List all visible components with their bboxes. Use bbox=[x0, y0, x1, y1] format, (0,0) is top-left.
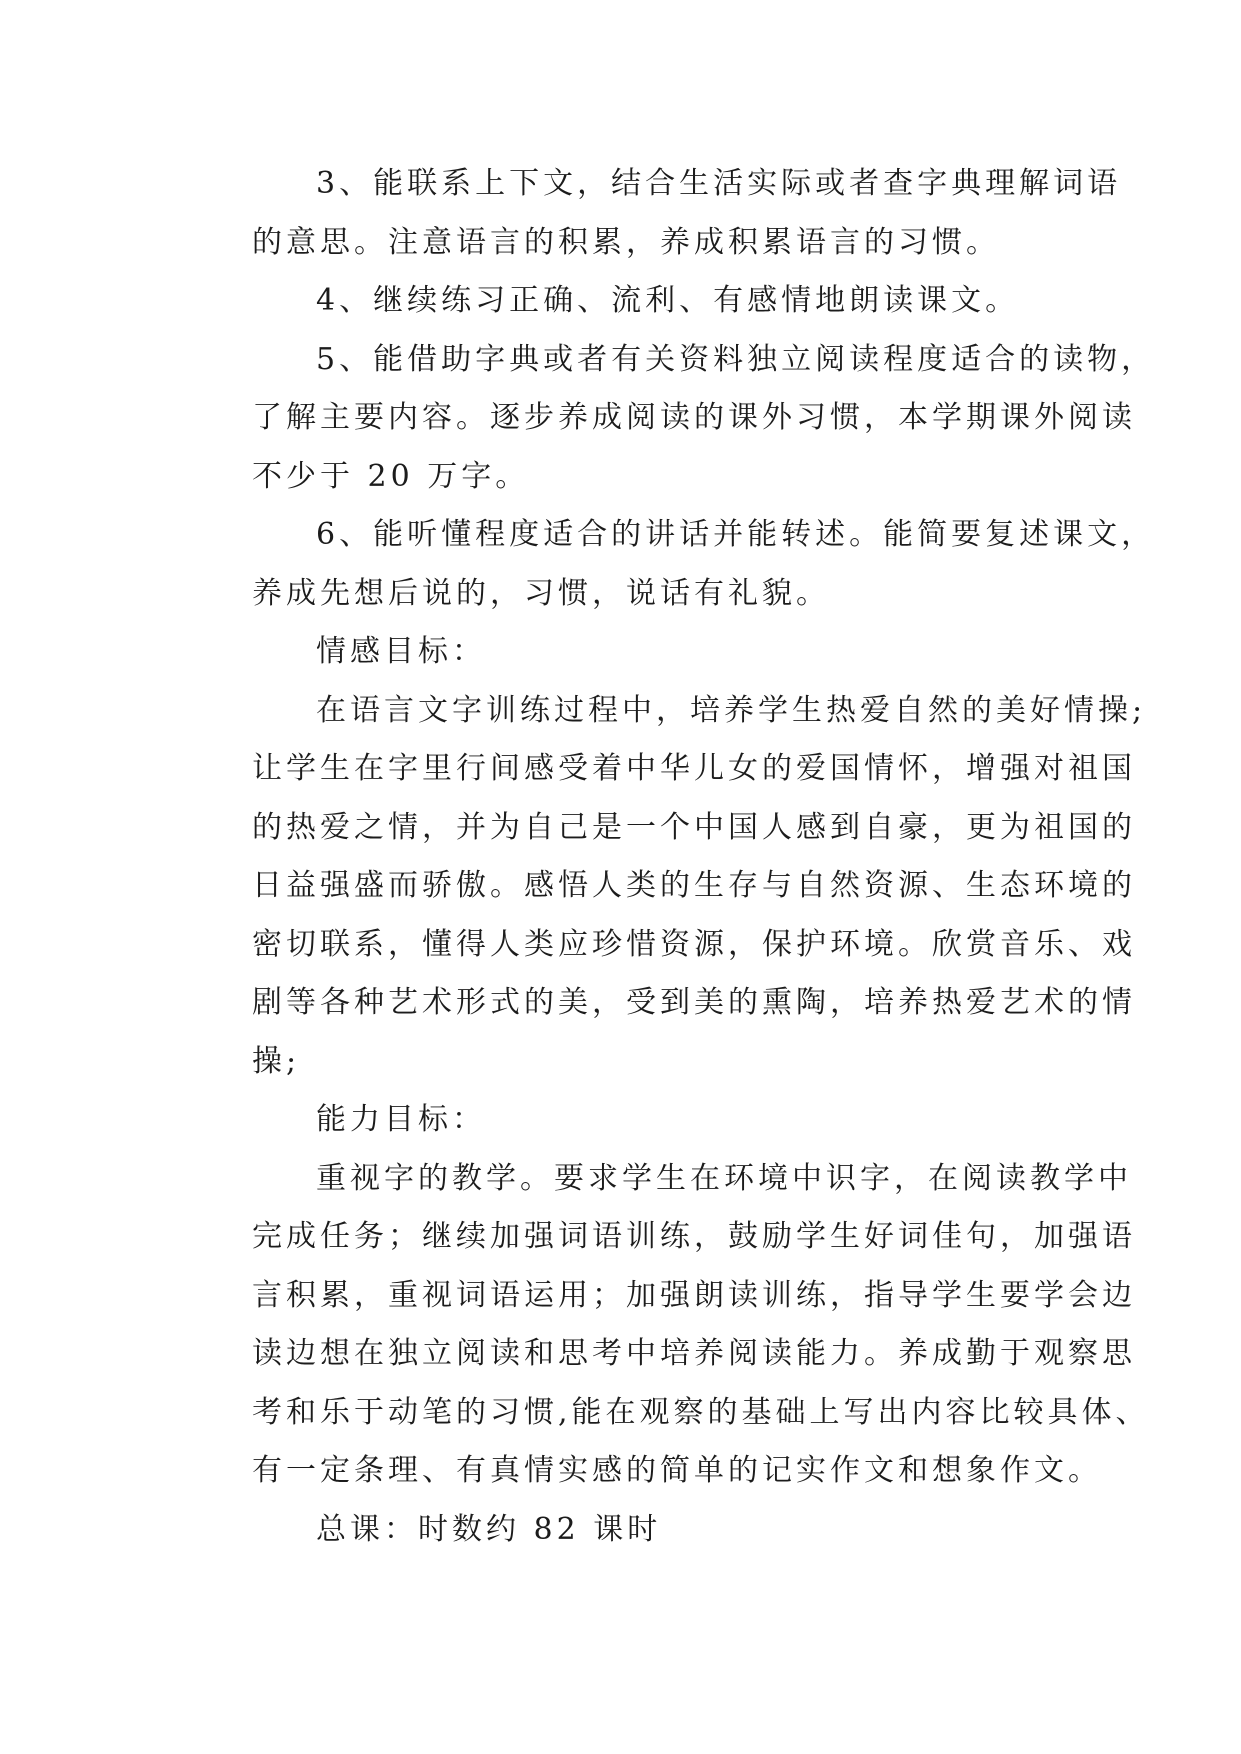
text-line: 不少于 20 万字。 bbox=[252, 458, 530, 494]
text-line: 3、能联系上下文，结合生活实际或者查字典理解词语 bbox=[316, 166, 1122, 201]
text-line: 的热爱之情，并为自己是一个中国人感到自豪，更为祖国的 bbox=[252, 809, 1136, 845]
paragraph-item-6 bbox=[188, 506, 1156, 623]
text-line: 养成先想后说的，习惯，说话有礼貌。 bbox=[252, 575, 830, 611]
text-line: 5、能借助字典或者有关资料独立阅读程度适合的读物， bbox=[316, 341, 1156, 377]
text-line: 在语言文字训练过程中，培养学生热爱自然的美好情操; bbox=[316, 692, 1147, 728]
paragraph-total-hours bbox=[188, 1501, 1058, 1560]
paragraph-item-3 bbox=[188, 155, 1122, 272]
text-line: 言积累，重视词语运用；加强朗读训练，指导学生要学会边 bbox=[252, 1277, 1136, 1313]
text-line: 总课：时数约 82 课时 bbox=[316, 1511, 662, 1547]
section-heading-ability-goals bbox=[188, 1091, 1058, 1150]
heading-text: 能力目标： bbox=[316, 1102, 486, 1137]
document-body bbox=[188, 155, 1156, 1559]
text-line: 的意思。注意语言的积累，养成积累语言的习惯。 bbox=[252, 224, 1000, 260]
text-line: 有一定条理、有真情实感的简单的记实作文和想象作文。 bbox=[252, 1453, 1102, 1488]
paragraph-emotion-goals bbox=[188, 682, 1147, 1092]
text-line: 读边想在独立阅读和思考中培养阅读能力。养成勤于观察思 bbox=[252, 1336, 1136, 1371]
text-line: 重视字的教学。要求学生在环境中识字，在阅读教学中 bbox=[316, 1160, 1132, 1196]
paragraph-item-5 bbox=[188, 331, 1156, 507]
heading-text: 情感目标： bbox=[316, 634, 486, 669]
text-line: 了解主要内容。逐步养成阅读的课外习惯，本学期课外阅读 bbox=[252, 400, 1136, 435]
text-line: 让学生在字里行间感受着中华儿女的爱国情怀，增强对祖国 bbox=[252, 751, 1136, 786]
section-heading-emotion-goals bbox=[188, 623, 1058, 682]
paragraph-item-4 bbox=[188, 272, 1058, 331]
text-line: 操; bbox=[252, 1043, 301, 1079]
text-line: 完成任务；继续加强词语训练，鼓励学生好词佳句，加强语 bbox=[252, 1219, 1136, 1254]
text-line: 4、继续练习正确、流利、有感情地朗读课文。 bbox=[316, 283, 1020, 318]
text-line: 考和乐于动笔的习惯,能在观察的基础上写出内容比较具体、 bbox=[252, 1394, 1150, 1430]
text-line: 日益强盛而骄傲。感悟人类的生存与自然资源、生态环境的 bbox=[252, 868, 1136, 903]
text-line: 6、能听懂程度适合的讲话并能转述。能简要复述课文， bbox=[316, 517, 1156, 552]
paragraph-ability-goals bbox=[188, 1150, 1150, 1501]
text-line: 剧等各种艺术形式的美，受到美的熏陶，培养热爱艺术的情 bbox=[252, 985, 1136, 1020]
text-line: 密切联系，懂得人类应珍惜资源，保护环境。欣赏音乐、戏 bbox=[252, 926, 1136, 962]
